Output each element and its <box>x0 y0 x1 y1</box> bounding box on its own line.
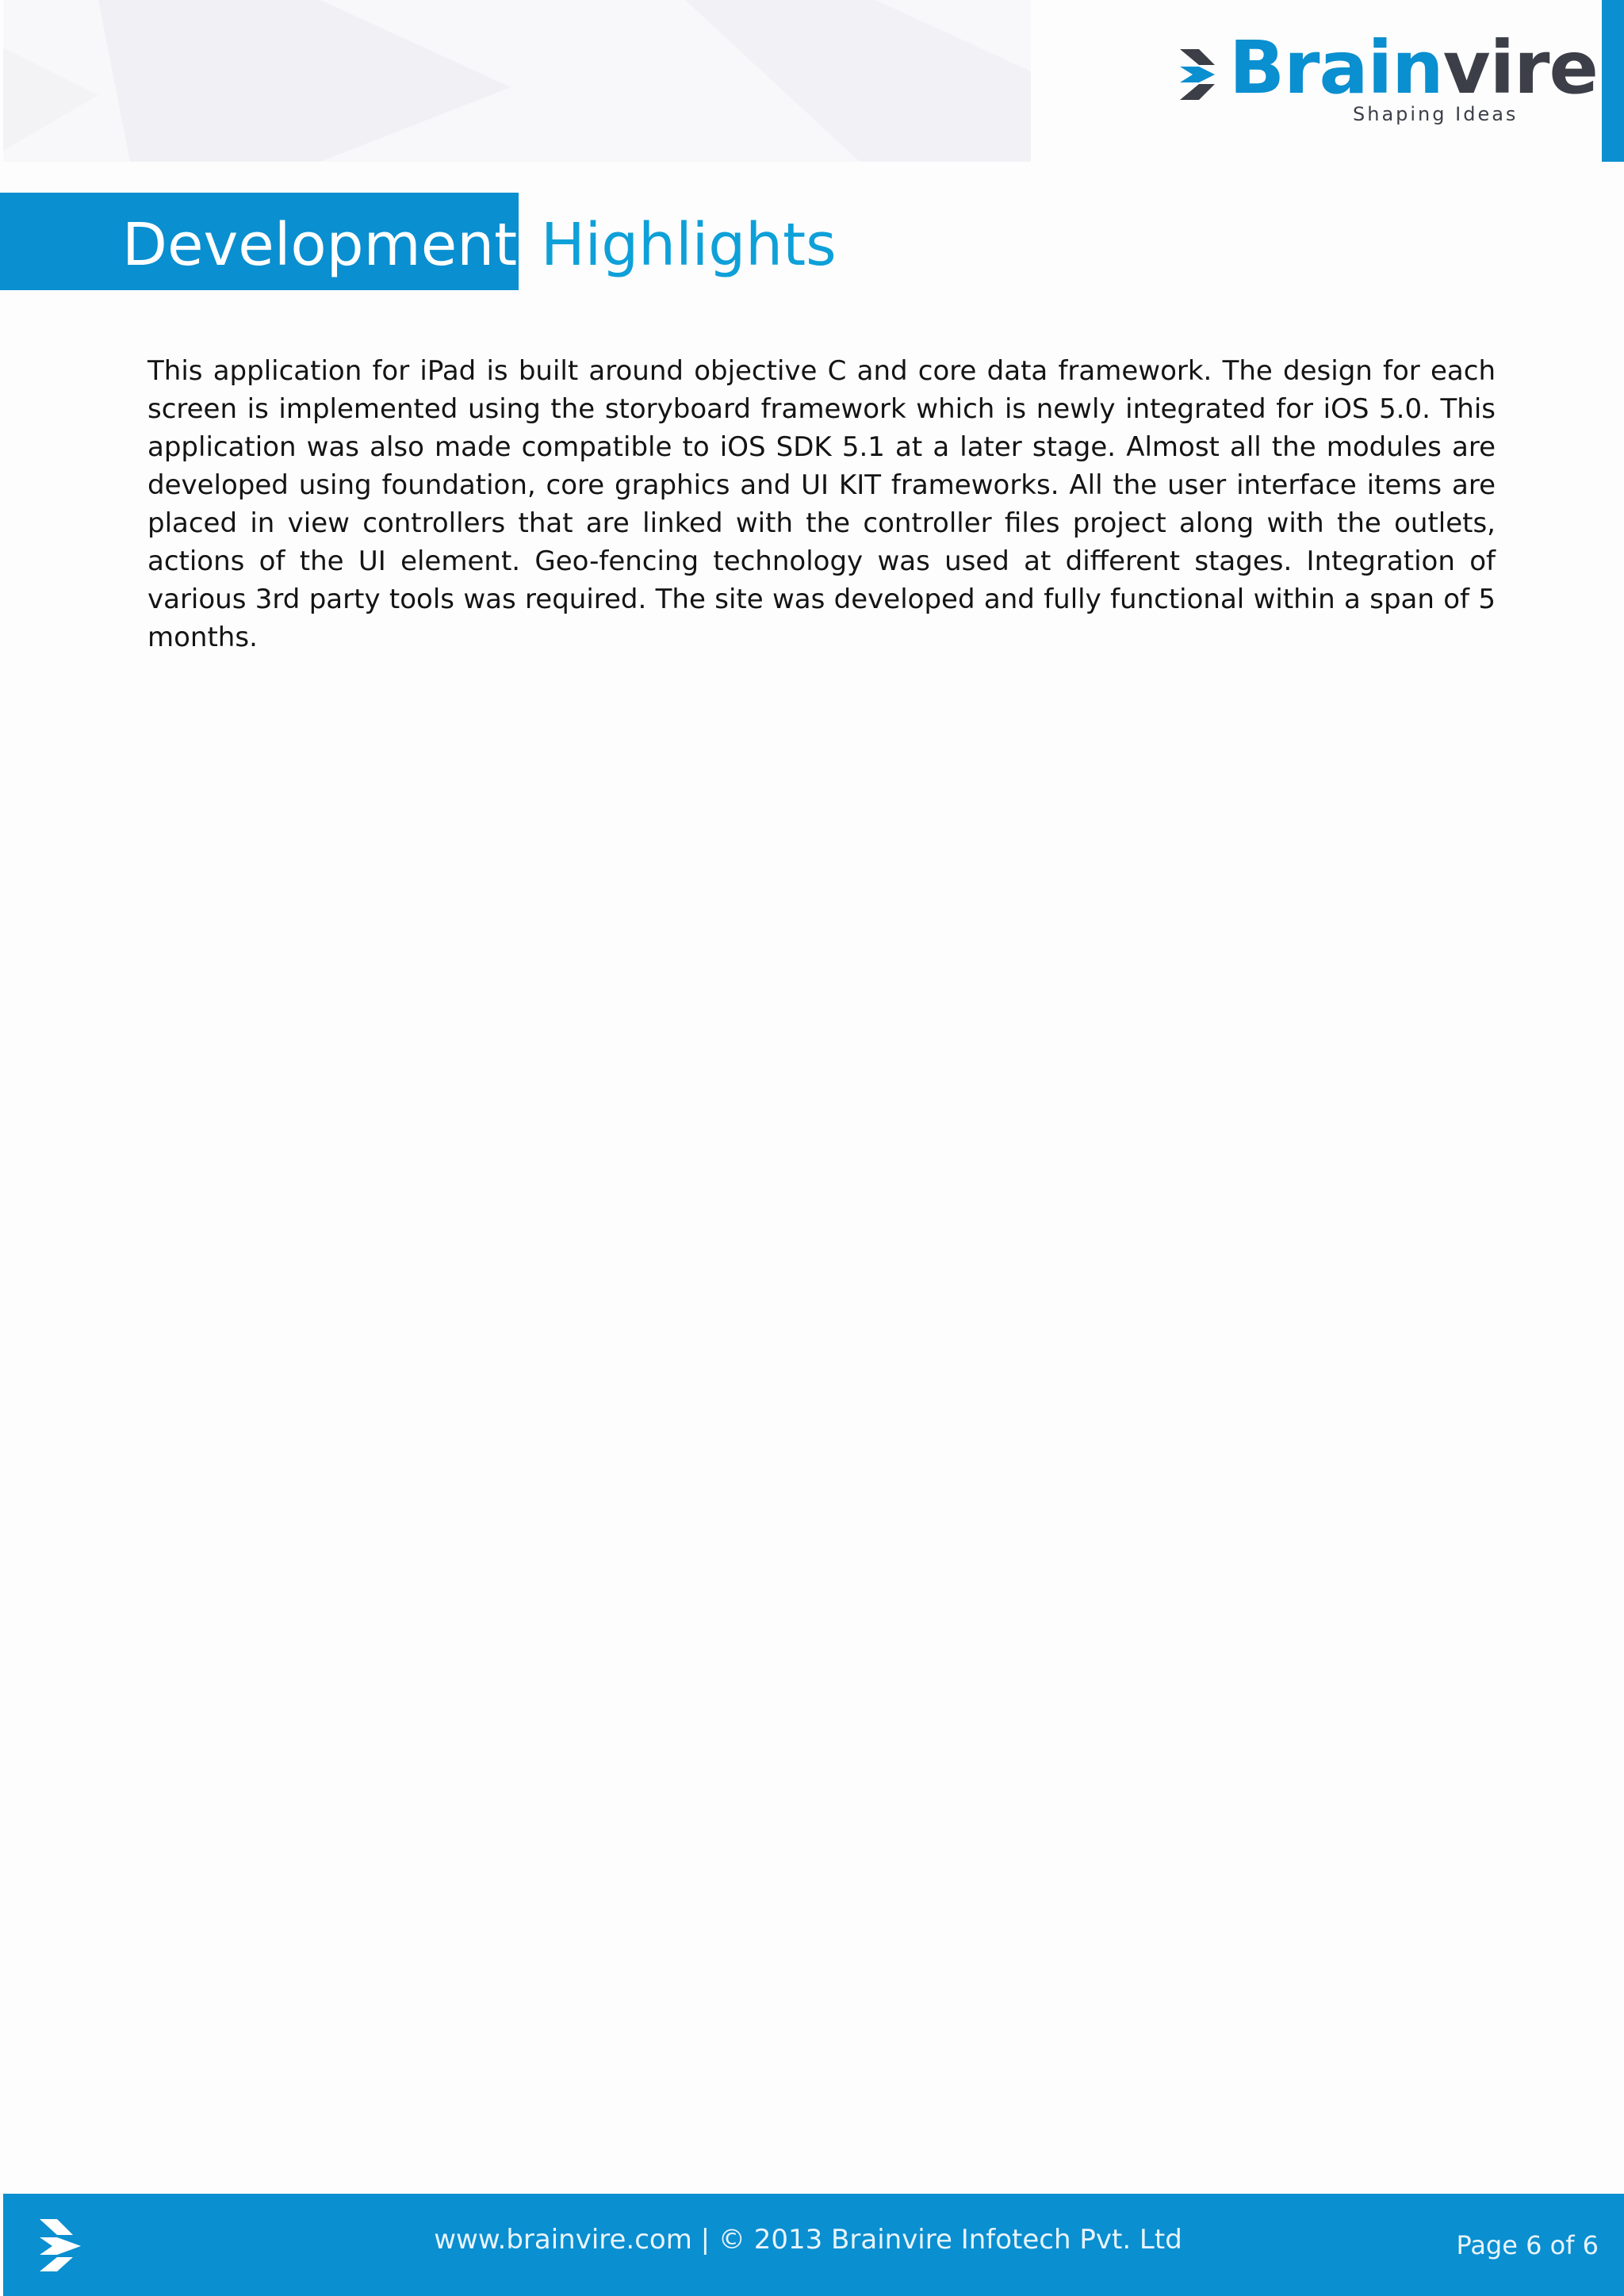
header-accent-strip <box>1602 0 1624 162</box>
page-footer <box>3 2194 1624 2296</box>
brand-chevron-icon <box>1177 46 1218 103</box>
header-pattern <box>3 0 1031 162</box>
section-title-highlights: Highlights <box>541 211 837 279</box>
brand-wordmark-part1: Brain <box>1229 25 1443 110</box>
brand-tagline: Shaping Ideas <box>1353 103 1519 125</box>
section-title-development: Development <box>122 211 518 279</box>
brand-logo <box>1177 25 1598 132</box>
page-number: Page 6 of 6 <box>1456 2230 1599 2260</box>
brand-wordmark-part2: vire <box>1442 25 1598 110</box>
body-paragraph: This application for iPad is built around objective C and core data framework. The design for each screen is implemented using the storyboard framework which is newly integrated for iOS 5.0. This application was also made compatible to iOS SDK 5.1 at a later stage. Almost all the modules are developed using foundation, core graphics and UI KIT frameworks. All the user interface items are placed in view controllers that are linked with the controller files project along with the outlets, actions of the UI element. Geo-fencing technology was used at different stages. Integration of various 3rd party tools was required. The site was developed and fully functional within a span of 5 months. <box>147 355 1496 653</box>
brand-wordmark <box>1229 25 1598 110</box>
header-background <box>3 0 1031 162</box>
footer-copyright: www.brainvire.com | © 2013 Brainvire Infotech Pvt. Ltd <box>434 2224 1182 2256</box>
